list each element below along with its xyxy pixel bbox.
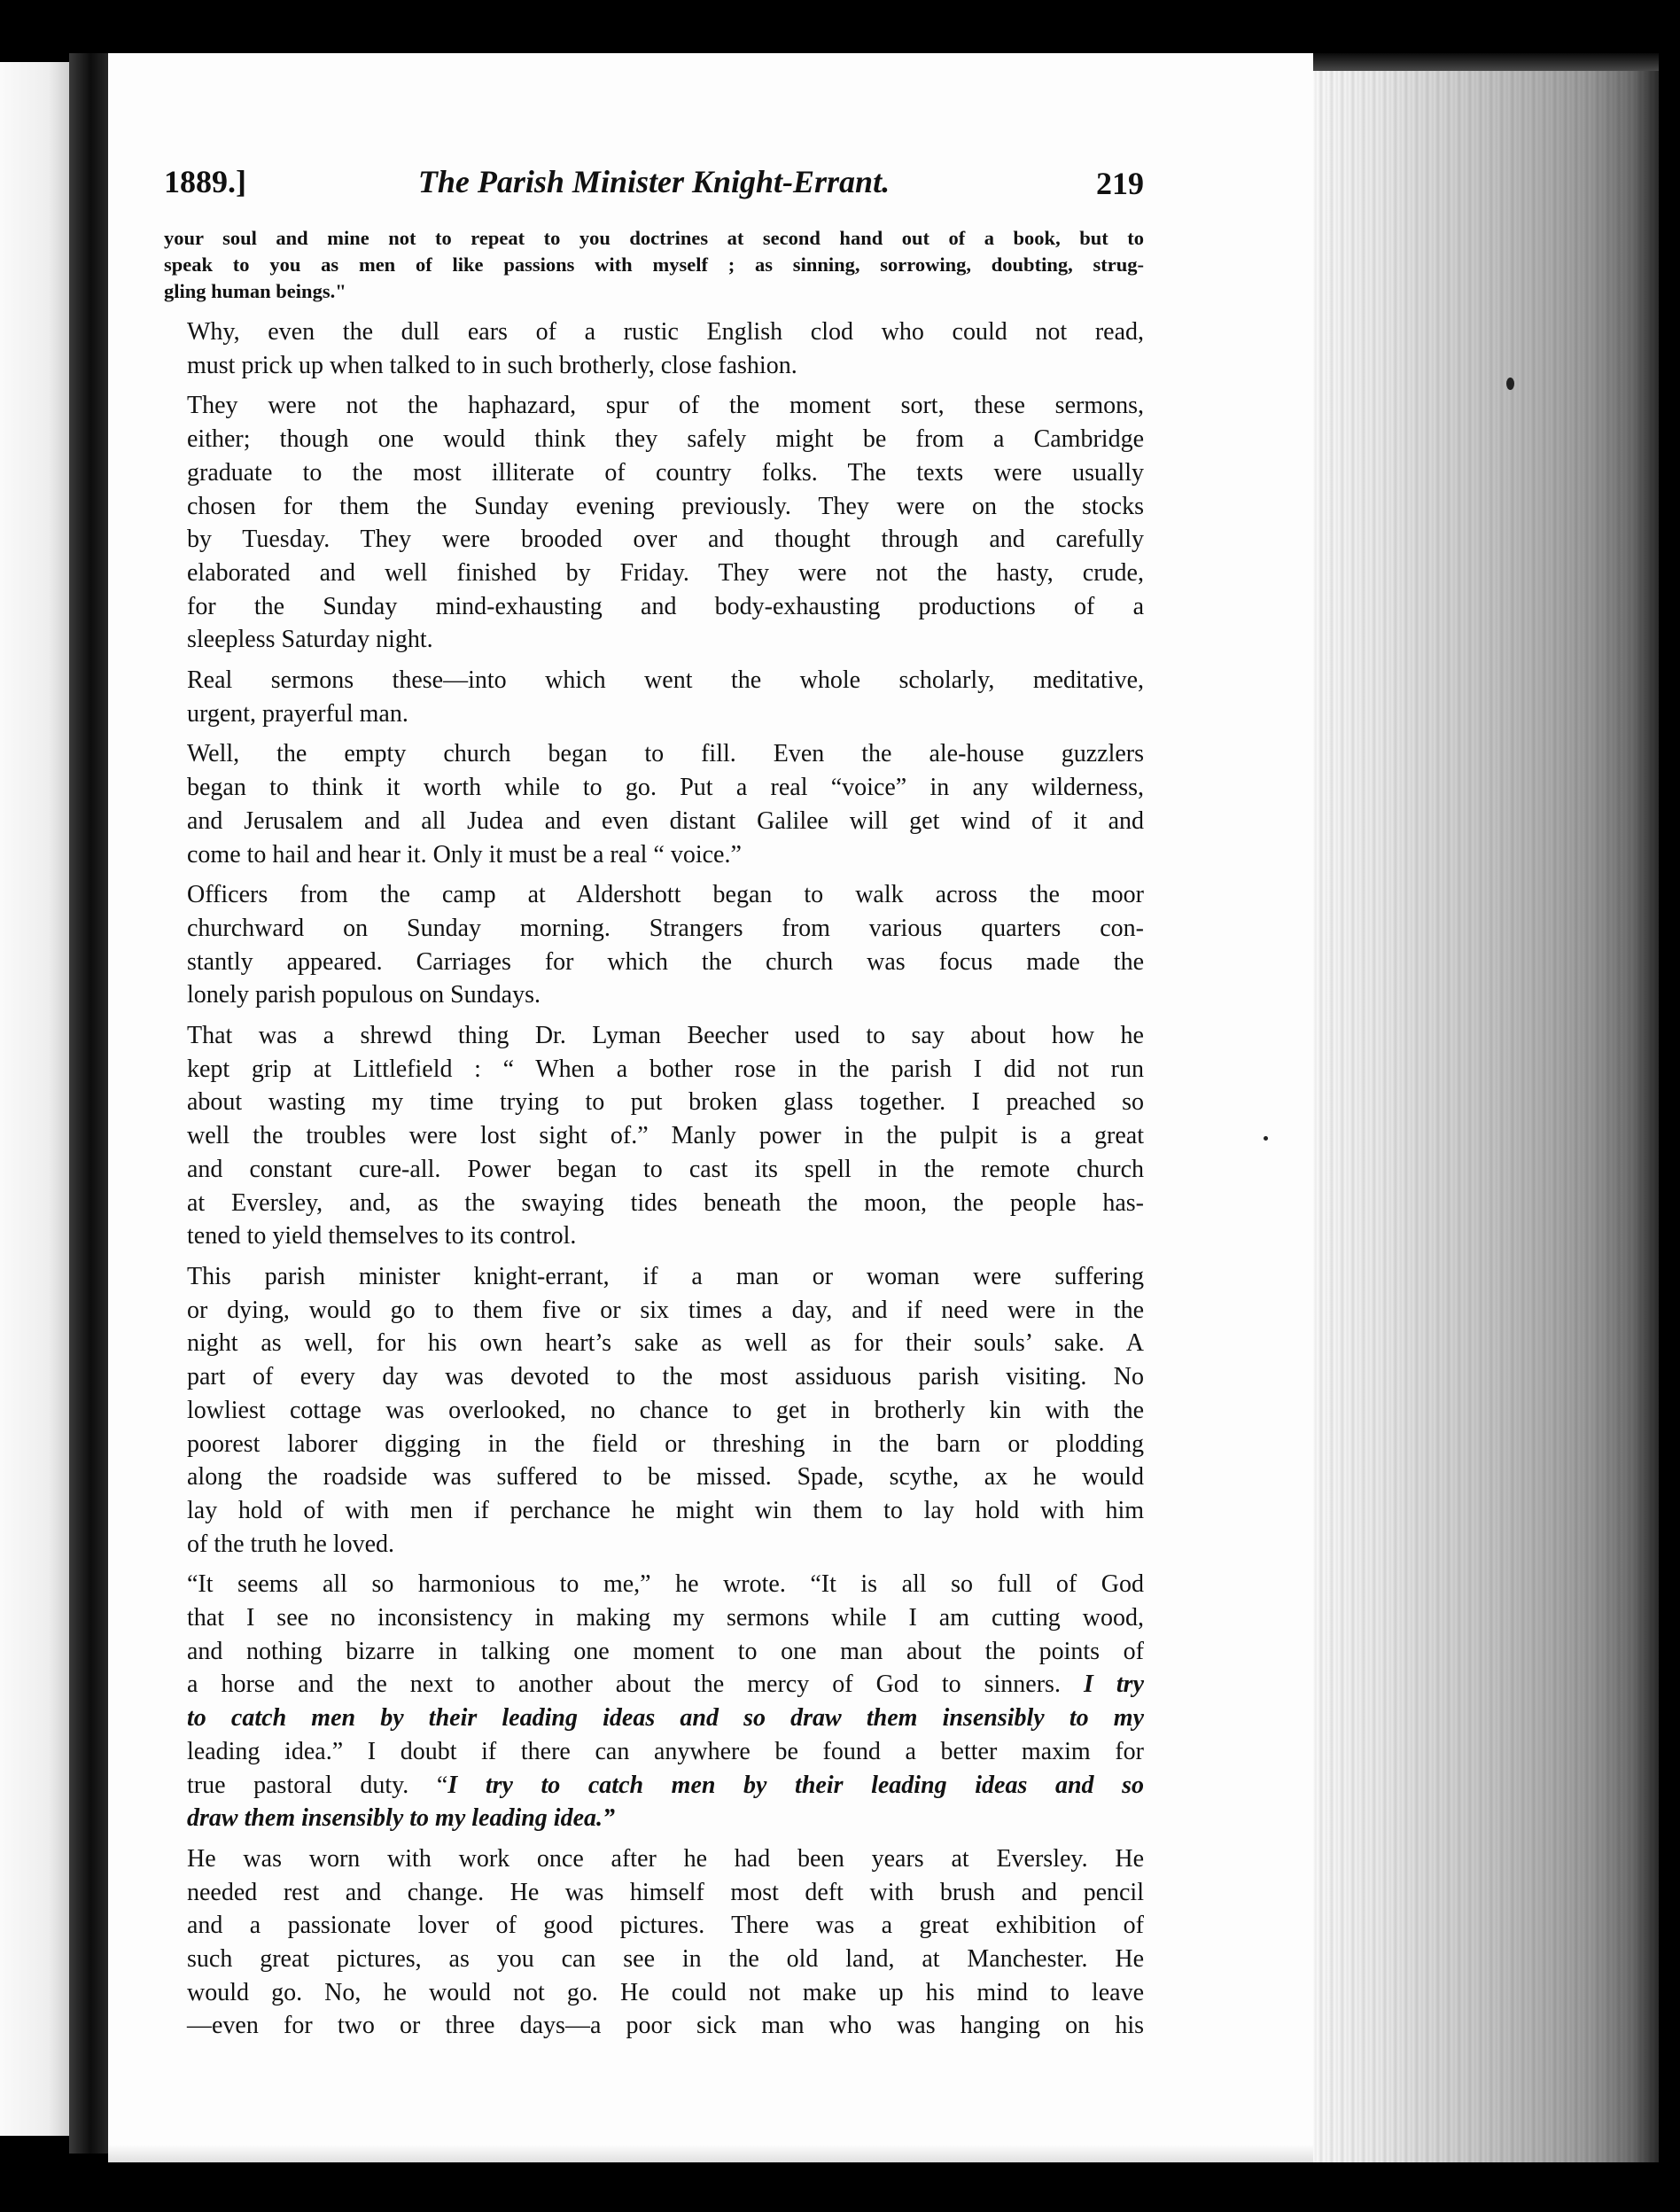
text-line: That was a shrewd thing Dr. Lyman Beecher used to say about how he (187, 1022, 1144, 1050)
ink-speck (1264, 1136, 1268, 1141)
paragraph (164, 1019, 1144, 1253)
text-line: gling human beings." (164, 280, 346, 302)
text-line: He was worn with work once after he had been years at Eversley. He (187, 1844, 1144, 1873)
text-line: either; though one would think they safely might be from a Cambridge (187, 425, 1144, 454)
paragraph (164, 1260, 1144, 1561)
running-header (164, 160, 1144, 222)
text-line: Well, the empty church began to fill. Even the ale-house guzzlers (187, 740, 1144, 768)
text-line: draw them insensibly to my leading idea.” (187, 1804, 616, 1833)
text-line (164, 1668, 1144, 1702)
paragraph (164, 878, 1144, 1012)
text-line: This parish minister knight-errant, if a man or woman were suffering (187, 1262, 1144, 1290)
text-line: kept grip at Littlefield : “ When a bother rose in the parish I did not run (187, 1055, 1144, 1083)
text-fragment: true pastoral duty. “ (187, 1771, 448, 1799)
page-bottom-shade (108, 2145, 1313, 2162)
text-line: urgent, prayerful man. (187, 699, 408, 728)
text-line: stantly appeared. Carriages for which the church was focus made the (187, 947, 1144, 976)
text-line: and a passionate lover of good pictures. There was a great exhibition of (187, 1912, 1144, 1940)
text-line: Officers from the camp at Aldershott began to walk across the moor (187, 881, 1144, 909)
text-line: would go. No, he would not go. He could not make up his mind to leave (187, 1978, 1144, 2006)
text-line: for the Sunday mind-exhausting and body-exhausting productions of a (187, 592, 1144, 620)
text-line: chosen for them the Sunday evening previously. They were on the stocks (187, 492, 1144, 520)
text-line: “It seems all so harmonious to me,” he wrote. “It is all so full of God (187, 1570, 1144, 1599)
page-stack-edges (1313, 71, 1659, 2162)
paragraph (164, 389, 1144, 657)
text-line (164, 1769, 1144, 1803)
header-year: 1889.] (164, 164, 246, 199)
facing-page-edge (0, 62, 69, 2136)
text-line: and Jerusalem and all Judea and even distant Galilee will get wind of it and (187, 806, 1144, 835)
text-line: of the truth he loved. (187, 1530, 395, 1558)
paragraph (164, 1568, 1144, 1835)
text-line: or dying, would go to them five or six times a day, and if need were in the (187, 1296, 1144, 1324)
text-line: and nothing bizarre in talking one moment to one man about the points of (187, 1637, 1144, 1665)
text-line: graduate to the most illiterate of country folks. The texts were usually (187, 458, 1144, 487)
italic-fragment: I try to catch men by their leading ideas and so (447, 1771, 1144, 1799)
text-fragment: a horse and the next to another about the mercy of God to sinners. (187, 1671, 1061, 1699)
text-line: —even for two or three days—a poor sick man who was hanging on his (187, 2012, 1144, 2040)
text-line: come to hail and hear it. Only it must be a real “ voice.” (187, 840, 742, 868)
text-line: and constant cure-all. Power began to cast its spell in the remote church (187, 1155, 1144, 1183)
text-line: Why, even the dull ears of a rustic English clod who could not read, (187, 318, 1144, 346)
text-line: your soul and mine not to repeat to you doctrines at second hand out of a book, but to (164, 227, 1144, 249)
text-line: about wasting my time trying to put broken glass together. I preached so (187, 1088, 1144, 1117)
header-title: The Parish Minister Knight-Errant. (417, 164, 891, 199)
text-line: needed rest and change. He was himself most deft with brush and pencil (187, 1878, 1144, 1906)
text-line: night as well, for his own heart’s sake as well as for their souls’ sake. A (187, 1329, 1144, 1358)
text-line: such great pictures, as you can see in the old land, at Manchester. He (187, 1945, 1144, 1974)
paragraph (164, 315, 1144, 382)
page-body-text (164, 225, 1144, 2050)
text-line: part of every day was devoted to the most assiduous parish visiting. No (187, 1363, 1144, 1391)
text-line: They were not the haphazard, spur of the moment sort, these sermons, (187, 392, 1144, 420)
text-line: well the troubles were lost sight of.” Manly power in the pulpit is a great (187, 1122, 1144, 1150)
text-line: speak to you as men of like passions with myself ; as sinning, sorrowing, doubting, strug- (164, 253, 1144, 276)
quotation-continuation (164, 225, 1144, 305)
text-line: lowliest cottage was overlooked, no chance to get in brotherly kin with the (187, 1396, 1144, 1424)
text-line: churchward on Sunday morning. Strangers from various quarters con- (187, 914, 1144, 942)
text-line: along the roadside was suffered to be missed. Spade, scythe, ax he would (187, 1463, 1144, 1492)
text-line: lonely parish populous on Sundays. (187, 981, 541, 1009)
italic-fragment: I try (1083, 1671, 1145, 1699)
text-line: elaborated and well finished by Friday. They were not the hasty, crude, (187, 558, 1144, 587)
text-line: began to think it worth while to go. Put a real “voice” in any wilderness, (187, 774, 1144, 802)
page-number: 219 (1096, 166, 1144, 201)
text-line: Real sermons these—into which went the whole scholarly, meditative, (187, 666, 1144, 695)
text-line: sleepless Saturday night. (187, 626, 433, 654)
text-line: lay hold of with men if perchance he might win them to lay hold with him (187, 1496, 1144, 1524)
text-line: tened to yield themselves to its control. (187, 1222, 577, 1250)
book-gutter (69, 53, 108, 2154)
text-line: that I see no inconsistency in making my sermons while I am cutting wood, (187, 1604, 1144, 1632)
ink-speck (1506, 378, 1514, 390)
text-line: to catch men by their leading ideas and so draw them insensibly to my (187, 1704, 1144, 1733)
text-line: poorest laborer digging in the field or threshing in the barn or plodding (187, 1429, 1144, 1458)
text-line: must prick up when talked to in such brotherly, close fashion. (187, 351, 797, 379)
paragraph (164, 1842, 1144, 2043)
text-line: at Eversley, and, as the swaying tides beneath the moon, the people has- (187, 1188, 1144, 1217)
paragraph (164, 664, 1144, 730)
paragraph (164, 737, 1144, 871)
text-line: by Tuesday. They were brooded over and thought through and carefully (187, 526, 1144, 554)
text-line: leading idea.” I doubt if there can anywhere be found a better maxim for (187, 1737, 1144, 1765)
